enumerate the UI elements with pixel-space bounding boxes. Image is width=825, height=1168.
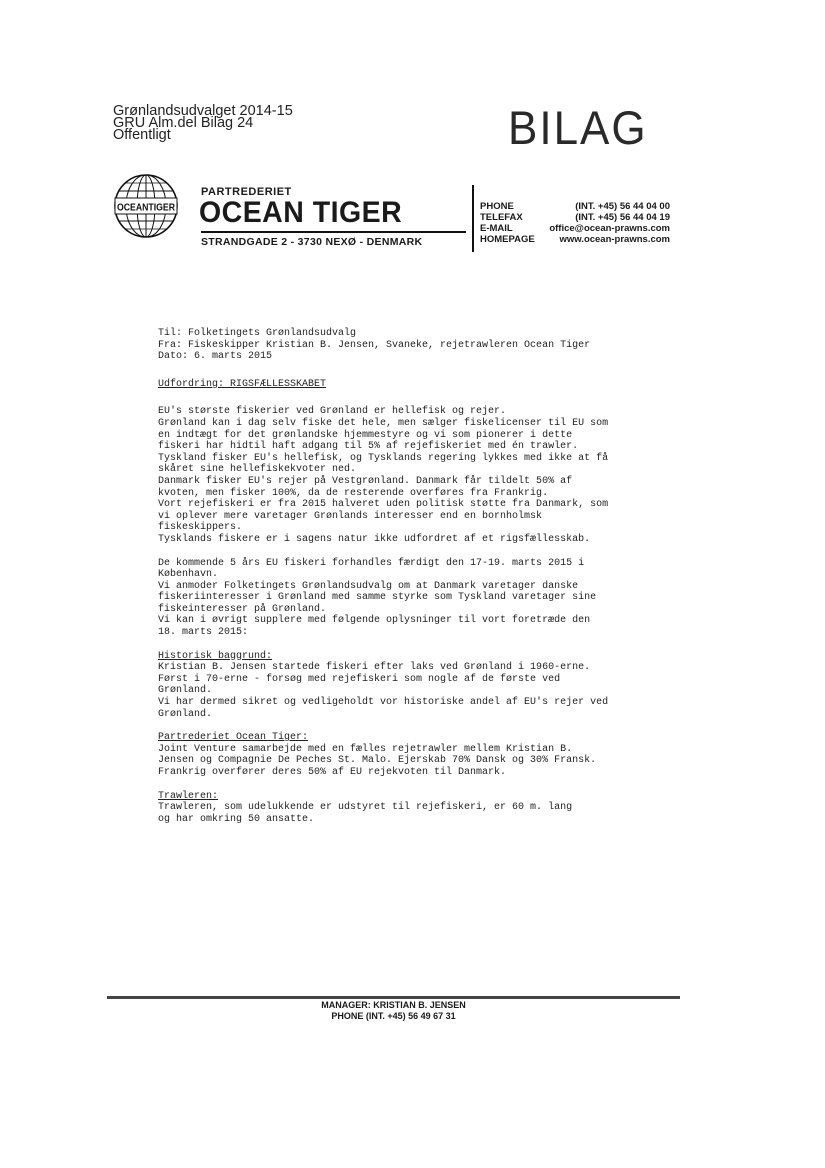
contact-row-email [480,223,670,234]
paragraph-line: fiskeriinteresser i Grønland med samme styrke som Tyskland varetager sine [158,592,597,604]
footer-phone: PHONE (INT. +45) 56 49 67 31 [331,1011,456,1021]
company-rule [201,231,466,233]
partner-heading: Partrederiet Ocean Tiger: [158,732,309,744]
paragraph-line: Joint Venture samarbejde med en fælles rejetrawler mellem Kristian B. [158,743,573,755]
paragraph-line: fiskeinteresser på Grønland. [158,603,327,615]
paragraph-line: Grønland. [158,708,213,720]
ocean-tiger-globe-logo [113,173,179,239]
paragraph-line: Frankrig overfører deres 50% af EU rejekvoten til Danmark. [158,767,507,778]
contact-value: www.ocean-prawns.com [559,234,670,245]
stamp-status: Offentligt [113,127,171,143]
contact-value: (INT. +45) 56 44 04 00 [575,201,670,212]
paragraph-line: Vi anmoder Folketingets Grønlandsudvalg om at Danmark varetager danske [158,580,579,592]
paragraph-line: Vi har dermed sikret og vedligeholdt vor historiske andel af EU's rejer ved [158,697,609,709]
paragraph-line: EU's største fiskerier ved Grønland er hellefisk og rejer. [158,406,507,418]
history-heading: Historisk baggrund: [158,650,273,662]
paragraph-line: og har omkring 50 ansatte. [158,813,315,825]
contact-row-telefax [480,212,670,223]
company-tag: PARTREDERIET [201,186,292,198]
paragraph-line: Tyskland fisker EU's hellefisk, og Tysklands regering lykkes med ikke at få [158,452,609,464]
paragraph-line: Danmark fisker EU's rejer på Vestgrønland. Danmark får tildelt 50% af [158,475,573,487]
footer-manager: MANAGER: KRISTIAN B. JENSEN [321,1000,466,1010]
contact-block [480,201,670,245]
contact-label: E-MAIL [480,223,513,234]
paragraph-line: Grønland kan i dag selv fiske det hele, men sælger fiskelicenser til EU som [158,417,609,429]
stamp-reference: GRU Alm.del Bilag 24 [113,115,254,131]
challenge-heading: Udfordring: RIGSFÆLLESSKABET [158,378,327,390]
paragraph-line: Vi kan i øvrigt supplere med følgende oplysninger til vort foretræde den [158,615,591,627]
trawler-heading: Trawleren: [158,790,219,802]
letter-from: Fra: Fiskeskipper Kristian B. Jensen, Svaneke, rejetrawleren Ocean Tiger [158,339,591,351]
letter-date: Dato: 6. marts 2015 [158,351,273,363]
paragraph-line: fiskeskippers. [158,522,243,534]
contact-label: PHONE [480,201,514,212]
paragraph-line: en indtægt for det grønlandske hjemmestyre og vi som pionerer i dette [158,429,573,441]
paragraph-line: vi oplever mere varetager Grønlands interesser end en bornholmsk [158,510,543,522]
contact-row-homepage [480,234,670,245]
letter-to: Til: Folketingets Grønlandsudvalg [158,328,357,339]
paragraph-line: 18. marts 2015: [158,627,249,639]
paragraph-line: Tysklands fiskere er i sagens natur ikke udfordret af et rigsfællesskab. [158,533,591,545]
paragraph-line: Trawleren, som udelukkende er udstyret til rejefiskeri, er 60 m. lang [158,802,573,814]
paragraph-line: Grønland. [158,685,213,697]
paragraph-line: Jensen og Compagnie De Peches St. Malo. Ejerskab 70% Dansk og 30% Fransk. [158,755,597,767]
footer-rule [107,996,680,999]
logo-text: OCEANTIGER [117,201,176,214]
contact-label: TELEFAX [480,212,523,223]
document-stamp [113,105,293,141]
bilag-label: BILAG [508,102,648,155]
paragraph-line: kvoten, men fisker 100%, da de resterende overføres fra Frankrig. [158,487,549,499]
contact-label: HOMEPAGE [480,234,535,245]
paragraph-line: København. [158,569,219,581]
contact-value: (INT. +45) 56 44 04 19 [575,212,670,223]
paragraph-line: De kommende 5 års EU fiskeri forhandles færdigt den 17-19. marts 2015 i [158,557,585,569]
company-name: OCEAN TIGER [199,196,403,229]
paragraph-line: Vort rejefiskeri er fra 2015 halveret uden politisk støtte fra Danmark, som [158,499,609,511]
letter-body [158,328,638,825]
paragraph-line: fiskeri har hidtil haft adgang til 5% af rejefiskeriet med én trawler. [158,441,579,453]
paragraph-line: Først i 70-erne - forsøg med rejefiskeri som nogle af de første ved [158,673,561,685]
company-address: STRANDGADE 2 - 3730 NEXØ - DENMARK [201,236,423,248]
paragraph-line: Kristian B. Jensen startede fiskeri efter laks ved Grønland i 1960-erne. [158,662,591,674]
paragraph-line: skåret sine hellefiskekvoter ned. [158,464,357,476]
footer [107,1000,680,1022]
contact-row-phone [480,201,670,212]
header-divider [472,185,474,252]
contact-value: office@ocean-prawns.com [549,223,670,234]
stamp-committee: Grønlandsudvalget 2014-15 [113,103,293,119]
